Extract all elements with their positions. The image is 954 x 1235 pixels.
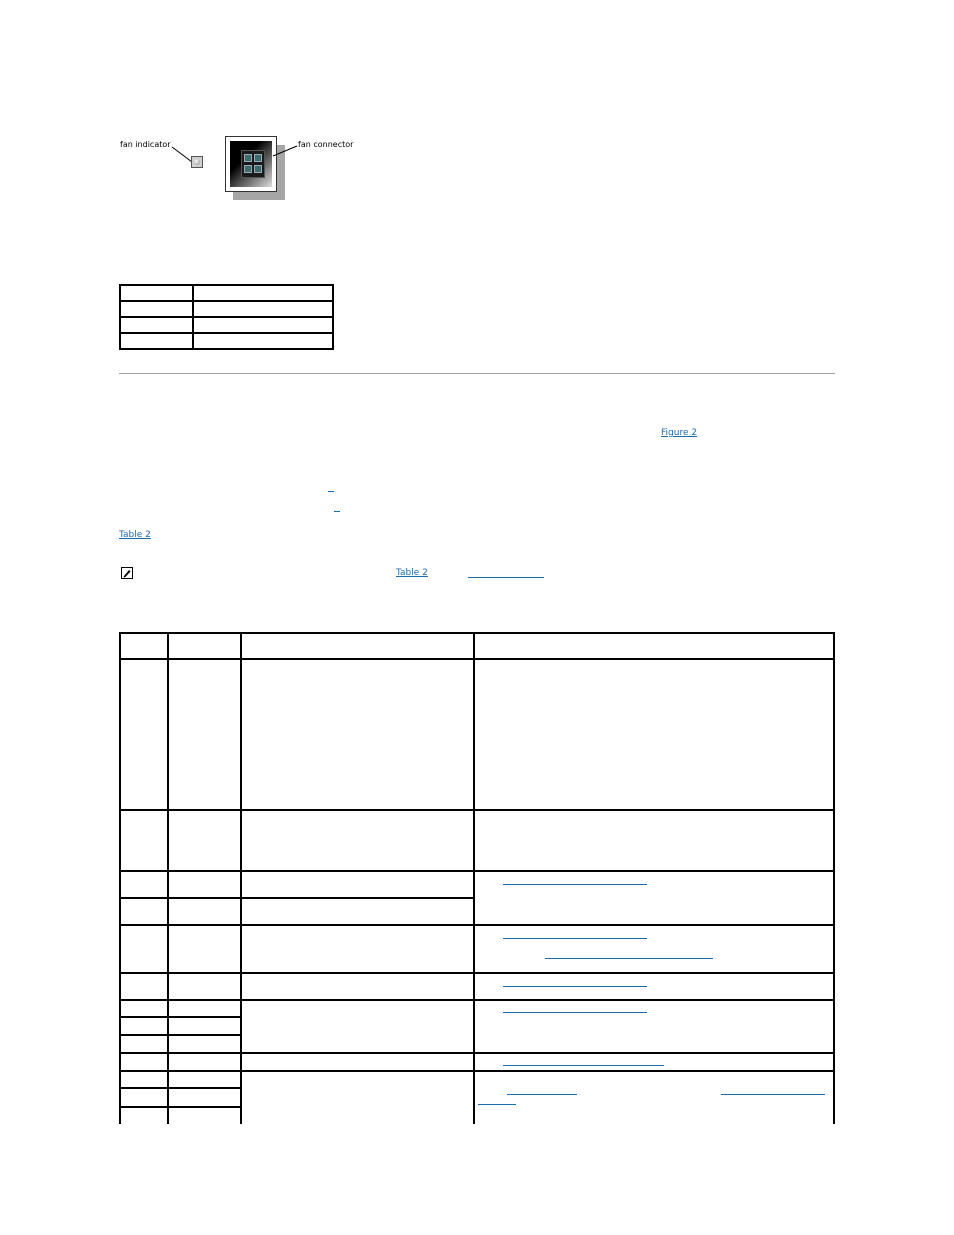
table-link[interactable] xyxy=(507,1085,577,1095)
link-fragment[interactable] xyxy=(328,484,334,492)
table-link[interactable] xyxy=(503,1056,664,1066)
fan-indicator-table xyxy=(119,284,334,350)
table-link[interactable] xyxy=(503,929,647,939)
figure-2-link[interactable]: Figure 2 xyxy=(661,428,698,438)
link-fragment[interactable] xyxy=(334,504,340,512)
table-2-link[interactable]: Table 2 xyxy=(119,530,151,540)
table-link[interactable] xyxy=(721,1085,825,1095)
fan-connector-leader-line xyxy=(270,144,300,160)
link-underline[interactable] xyxy=(468,568,544,578)
table-link[interactable] xyxy=(503,1003,647,1013)
section-divider xyxy=(119,373,835,374)
table-header-row-border xyxy=(119,658,835,660)
fan-indicator-led-icon xyxy=(191,156,203,168)
table-link[interactable] xyxy=(503,977,647,987)
table-link[interactable] xyxy=(503,875,647,885)
table-2-link[interactable]: Table 2 xyxy=(396,568,428,578)
fan-connector-label: fan connector xyxy=(298,140,354,149)
fan-indicator-label: fan indicator xyxy=(120,140,171,149)
note-pencil-icon xyxy=(121,567,133,579)
table-link[interactable] xyxy=(545,949,713,959)
table-link[interactable] xyxy=(478,1095,516,1105)
